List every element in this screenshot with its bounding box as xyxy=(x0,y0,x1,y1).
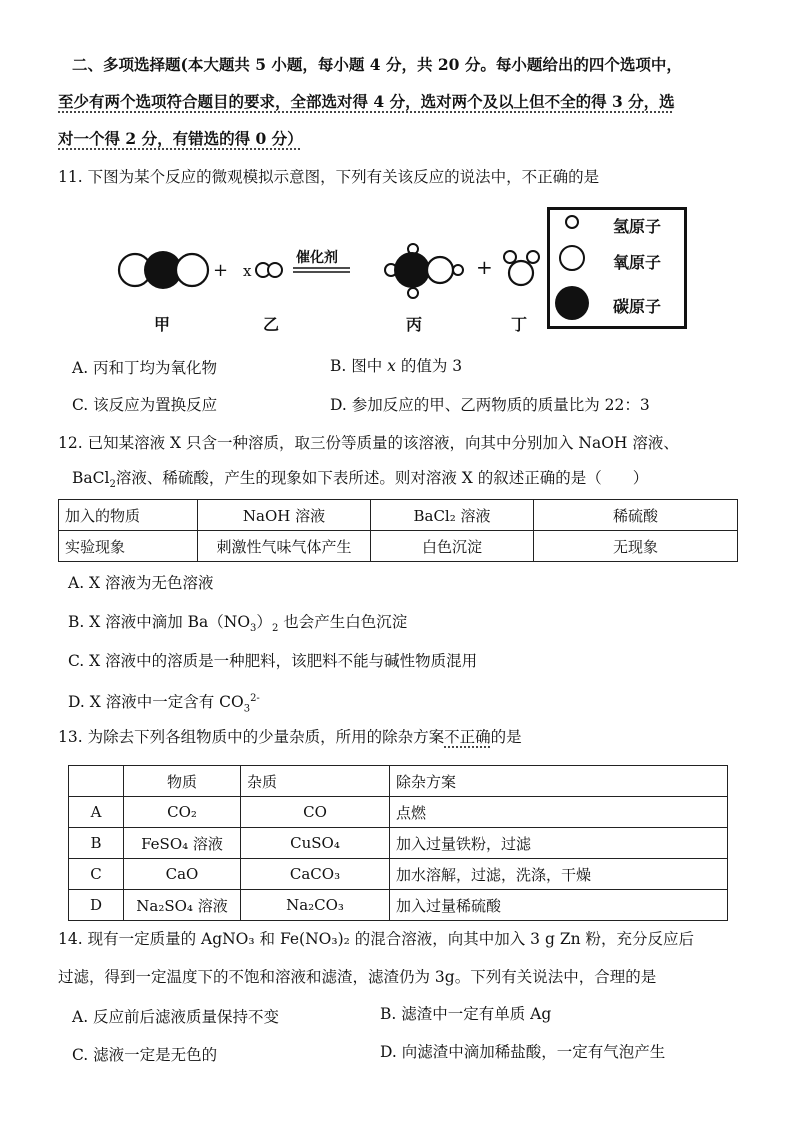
catalyst-label: 催化剂 xyxy=(296,250,338,266)
table-cell: 杂质 xyxy=(241,766,390,797)
q13-stem: 13. 为除去下列各组物质中的少量杂质，所用的除杂方案不正确的是 xyxy=(58,728,522,746)
table-cell: 刺激性气味气体产生 xyxy=(198,531,371,562)
table-cell: CaCO₃ xyxy=(241,859,390,890)
section-header-line2: 至少有两个选项符合题目的要求，全部选对得 4 分，选对两个及以上但不全的得 3 分，选 xyxy=(58,92,675,111)
q14-option-c: C. 滤液一定是无色的 xyxy=(72,1046,218,1064)
legend-hydrogen-label: 氢原子 xyxy=(613,217,662,236)
table-cell: 加水溶解，过滤，洗涤，干燥 xyxy=(390,859,728,890)
q14-option-d: D. 向滤渣中滴加稀盐酸，一定有气泡产生 xyxy=(380,1043,666,1061)
table-cell: BaCl₂ 溶液 xyxy=(371,500,534,531)
section-header-line3: 对一个得 2 分，有错选的得 0 分） xyxy=(58,129,303,148)
table-cell: NaOH 溶液 xyxy=(198,500,371,531)
q11-option-d: D. 参加反应的甲、乙两物质的质量比为 22：3 xyxy=(330,396,650,414)
table-cell: B xyxy=(69,828,124,859)
coefficient-x: x xyxy=(243,262,252,280)
table-row xyxy=(59,500,738,531)
q14-option-a: A. 反应前后滤液质量保持不变 xyxy=(72,1008,280,1026)
label-yi: 乙 xyxy=(263,315,280,334)
table-row xyxy=(69,859,728,890)
q12-option-b: B. X 溶液中滴加 $Ba(NO_3)_2$ 也会产生白色沉淀 xyxy=(68,613,408,635)
molecule-jia xyxy=(119,251,208,289)
q12-observation-table xyxy=(58,499,738,562)
table-cell: 物质 xyxy=(124,766,241,797)
label-bing: 丙 xyxy=(406,315,423,334)
table-row xyxy=(69,890,728,921)
table-cell: FeSO₄ 溶液 xyxy=(124,828,241,859)
table-cell: Na₂CO₃ xyxy=(241,890,390,921)
table-cell: C xyxy=(69,859,124,890)
q14-stem-line1: 14. 现有一定质量的 AgNO₃ 和 Fe(NO₃)₂ 的混合溶液，向其中加入 3 g Zn 粉，充分反应后 xyxy=(58,930,695,948)
table-row xyxy=(69,828,728,859)
table-cell xyxy=(69,766,124,797)
q12-option-c: C. X 溶液中的溶质是一种肥料，该肥料不能与碱性物质混用 xyxy=(68,652,478,670)
table-cell: 加入的物质 xyxy=(59,500,198,531)
table-cell: 点燃 xyxy=(390,797,728,828)
section-header-line1: 二、多项选择题(本大题共 5 小题，每小题 4 分，共 20 分。每小题给出的四个选项中， xyxy=(72,55,682,74)
q12-option-a: A. X 溶液为无色溶液 xyxy=(68,574,214,592)
molecule-bing xyxy=(385,244,463,298)
table-cell: 稀硫酸 xyxy=(534,500,738,531)
table-cell: Na₂SO₄ 溶液 xyxy=(124,890,241,921)
table-cell: CO₂ xyxy=(124,797,241,828)
label-ding: 丁 xyxy=(511,315,528,334)
q13-purification-table xyxy=(68,765,728,921)
plus-sign-1: + xyxy=(213,260,229,281)
molecule-ding xyxy=(504,251,539,285)
legend-carbon-label: 碳原子 xyxy=(613,297,662,316)
plus-sign-2: + xyxy=(476,255,493,279)
label-jia: 甲 xyxy=(154,315,171,334)
q12-stem-line1: 12. 已知某溶液 X 只含一种溶质，取三份等质量的该溶液，向其中分别加入 NaOH 溶液、 xyxy=(58,434,679,452)
table-row xyxy=(59,531,738,562)
q11-stem: 11. 下图为某个反应的微观模拟示意图，下列有关该反应的说法中，不正确的是 xyxy=(58,168,600,186)
legend-oxygen-label: 氧原子 xyxy=(613,253,662,272)
q14-option-b: B. 滤渣中一定有单质 Ag xyxy=(380,1005,552,1023)
table-cell: 加入过量稀硫酸 xyxy=(390,890,728,921)
q12-stem-line2: BaCl$_2$溶液、稀硫酸，产生的现象如下表所述。则对溶液 X 的叙述正确的是（ ） xyxy=(72,469,649,491)
q14-stem-line2: 过滤，得到一定温度下的不饱和溶液和滤渣，滤渣仍为 3g。下列有关说法中，合理的是 xyxy=(58,968,657,986)
table-row xyxy=(69,766,728,797)
table-cell: CuSO₄ xyxy=(241,828,390,859)
table-cell: 无现象 xyxy=(534,531,738,562)
table-cell: 白色沉淀 xyxy=(371,531,534,562)
q11-option-b: B. 图中 x 的值为 3 xyxy=(330,357,463,375)
table-cell: CaO xyxy=(124,859,241,890)
table-cell: 除杂方案 xyxy=(390,766,728,797)
q12-option-d: D. X 溶液中一定含有 $CO_3^{2-}$ xyxy=(68,693,260,715)
table-cell: A xyxy=(69,797,124,828)
table-cell: D xyxy=(69,890,124,921)
table-cell: 实验现象 xyxy=(59,531,198,562)
q11-option-c: C. 该反应为置换反应 xyxy=(72,396,218,414)
table-cell: 加入过量铁粉，过滤 xyxy=(390,828,728,859)
table-row xyxy=(69,797,728,828)
table-cell: CO xyxy=(241,797,390,828)
molecule-yi xyxy=(256,263,282,277)
q11-option-a: A. 丙和丁均为氧化物 xyxy=(72,359,218,377)
